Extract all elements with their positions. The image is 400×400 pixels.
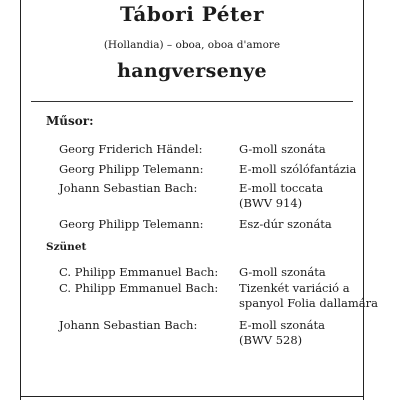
performer-name: Tábori Péter (119, 2, 265, 26)
composer-name: Johann Sebastian Bach: (59, 318, 198, 332)
composer-name: C. Philipp Emmanuel Bach: (59, 265, 219, 279)
intermission-label: Szünet (46, 241, 87, 253)
work-line: G-moll szonáta (239, 142, 326, 156)
work-title (239, 181, 361, 211)
composer-name: Georg Philipp Telemann: (59, 162, 204, 176)
work-line: G-moll szonáta (239, 265, 326, 279)
program-label: Műsor: (46, 114, 94, 128)
work-line: E-moll szólófantázia (239, 162, 357, 176)
work-line: (BWV 914) (239, 196, 303, 210)
performer-subtitle: (Hollandia) – oboa, oboa d'amore (103, 39, 281, 51)
work-line: E-moll szonáta (239, 318, 325, 332)
page-bottom-edge (20, 396, 364, 397)
concert-program-page (20, 0, 378, 400)
work-title (239, 162, 361, 177)
work-title (239, 217, 361, 232)
work-title (239, 281, 378, 311)
composer-name: C. Philipp Emmanuel Bach: (59, 281, 219, 295)
concert-headline: hangversenye (117, 60, 267, 82)
work-line: E-moll toccata (239, 181, 324, 195)
work-title (239, 142, 361, 157)
work-line: Esz-dúr szonáta (239, 217, 332, 231)
divider-line (31, 101, 353, 102)
work-title (239, 318, 361, 348)
composer-name: Johann Sebastian Bach: (59, 181, 198, 195)
work-line: spanyol Folia dallamára (239, 296, 378, 310)
composer-name: Georg Philipp Telemann: (59, 217, 204, 231)
composer-name: Georg Friderich Händel: (59, 142, 203, 156)
work-title (239, 265, 361, 280)
work-line: (BWV 528) (239, 333, 303, 347)
work-line: Tizenkét variáció a (239, 281, 350, 295)
